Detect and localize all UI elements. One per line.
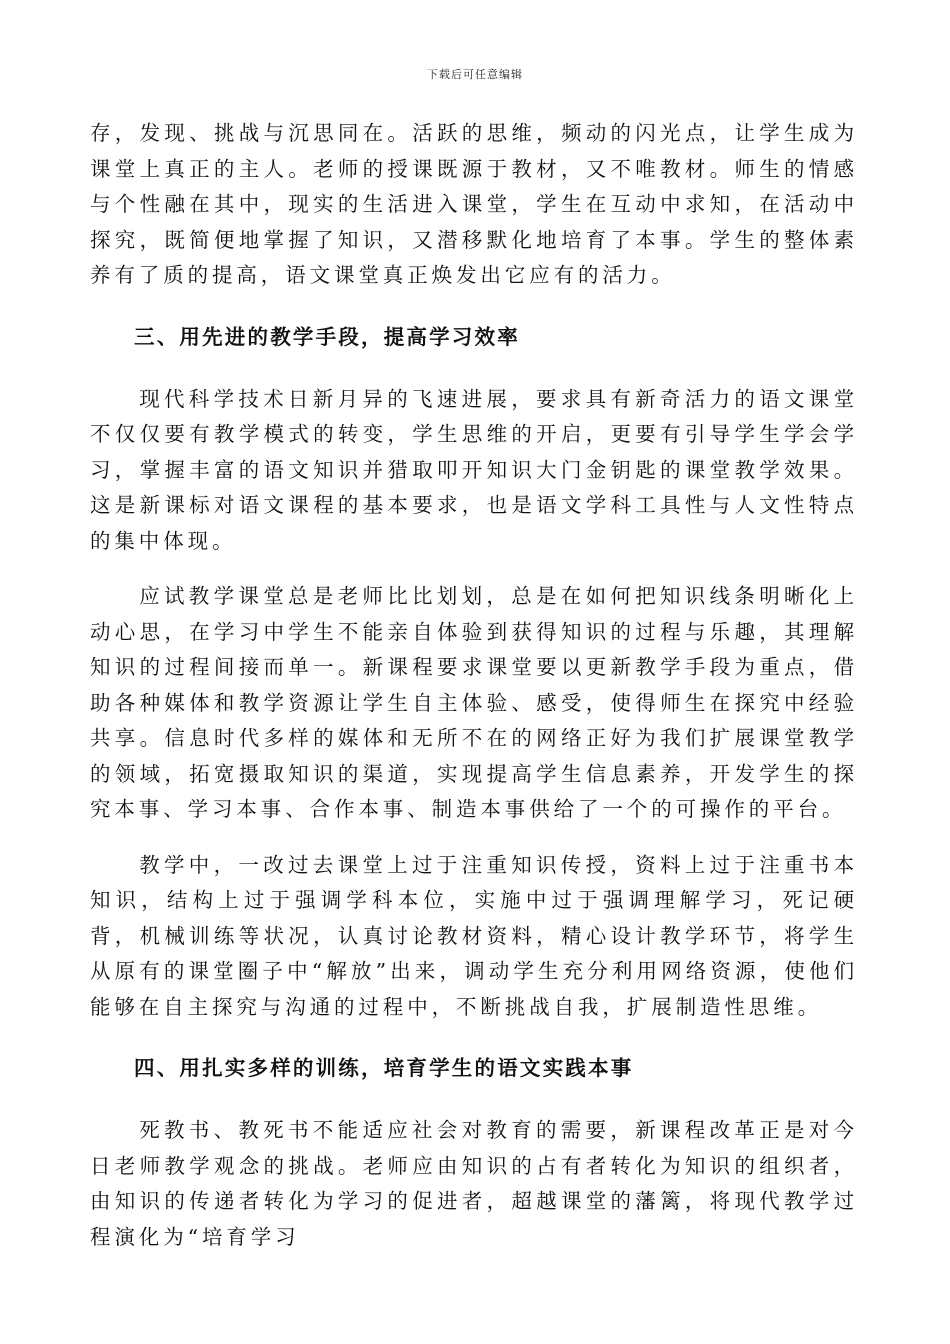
paragraph: 死教书、教死书不能适应社会对教育的需要，新课程改革正是对今日老师教学观念的挑战。老师应由知识的占有者转化为知识的组织者，由知识的传递者转化为学习的促进者，超越课堂的藩篱，将现代教学过程演化为“培育学习	[90, 1118, 858, 1249]
section-heading: 四、用扎实多样的训练，培育学生的语文实践本事	[134, 1056, 634, 1080]
document-body	[90, 116, 858, 1275]
paragraph: 教学中，一改过去课堂上过于注重知识传授，资料上过于注重书本知识，结构上过于强调学科本位，实施中过于强调理解学习，死记硬背，机械训练等状况，认真讨论教材资料，精心设计教学环节，将学生从原有的课堂圈子中“解放”出来，调动学生充分利用网络资源，使他们能够在自主探究与沟通的过程中，不断挑战自我，扩展制造性思维。	[90, 852, 858, 1019]
paragraph: 存，发现、挑战与沉思同在。活跃的思维，频动的闪光点，让学生成为课堂上真正的主人。老师的授课既源于教材，又不唯教材。师生的情感与个性融在其中，现实的生活进入课堂，学生在互动中求知，在活动中探究，既简便地掌握了知识，又潜移默化地培育了本事。学生的整体素养有了质的提高，语文课堂真正焕发出它应有的活力。	[90, 121, 858, 287]
section-heading: 三、用先进的教学手段，提高学习效率	[134, 324, 520, 349]
paragraph: 应试教学课堂总是老师比比划划，总是在如何把知识线条明晰化上动心思，在学习中学生不能亲自体验到获得知识的过程与乐趣，其理解知识的过程间接而单一。新课程要求课堂要以更新教学手段为重点，借助各种媒体和教学资源让学生自主体验、感受，使得师生在探究中经验共享。信息时代多样的媒体和无所不在的网络正好为我们扩展课堂教学的领域，拓宽摄取知识的渠道，实现提高学生信息素养，开发学生的探究本事、学习本事、合作本事、制造本事供给了一个的可操作的平台。	[90, 584, 858, 821]
page-header: 下载后可任意编辑	[427, 68, 523, 81]
paragraph: 现代科学技术日新月异的飞速进展，要求具有新奇活力的语文课堂不仅仅要有教学模式的转变，学生思维的开启，更要有引导学生学会学习，掌握丰富的语文知识并猎取叩开知识大门金钥匙的课堂教学效果。这是新课标对语文课程的基本要求，也是语文学科工具性与人文性特点的集中体现。	[90, 386, 858, 553]
